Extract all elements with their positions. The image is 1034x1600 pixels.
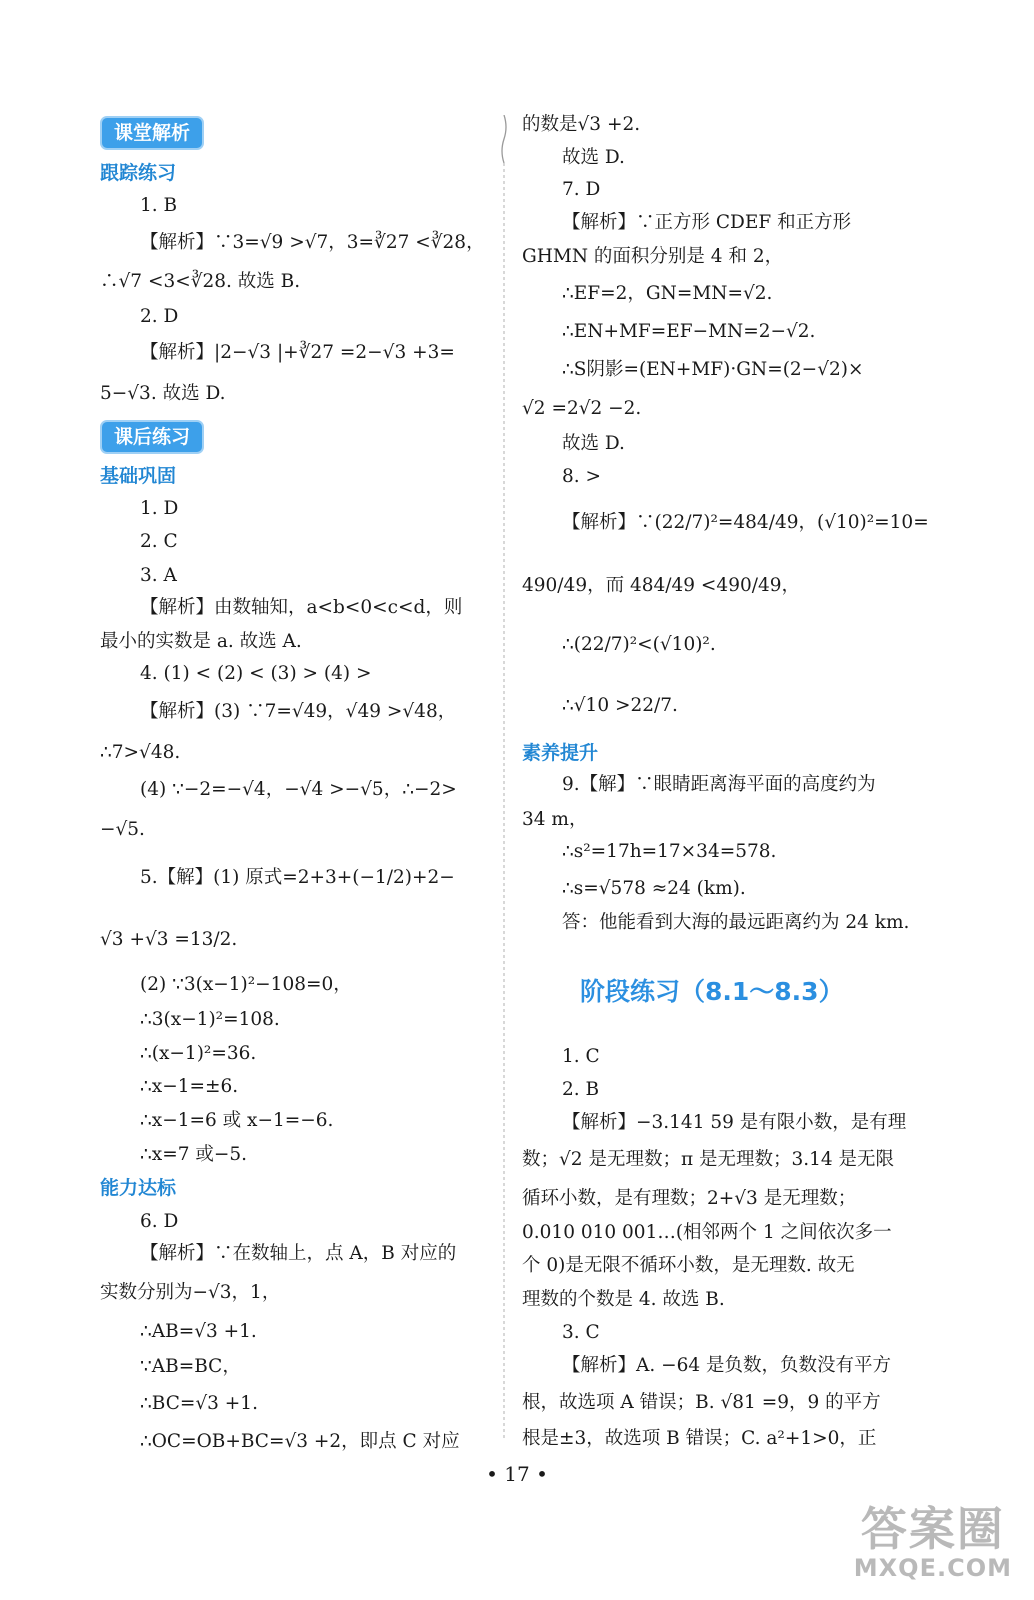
answer-line: 2. C <box>140 531 178 552</box>
answer-line: ∴7>√48. <box>100 742 181 763</box>
answer-line: 0.010 010 001…(相邻两个 1 之间依次多一 <box>522 1222 892 1243</box>
answer-line: ∴EN+MF=EF−MN=2−√2. <box>562 321 816 342</box>
subheading-ability: 能力达标 <box>100 1177 177 1199</box>
answer-line: 【解析】由数轴知，a<b<0<c<d，则 <box>140 597 463 618</box>
answer-line: (4) ∵−2=−√4，−√4 >−√5，∴−2> <box>140 779 457 800</box>
answer-line: ∴√10 >22/7. <box>562 695 678 716</box>
answer-line: ∴√7 <3<∛28. 故选 B. <box>100 271 301 292</box>
answer-line: ∴3(x−1)²=108. <box>140 1009 280 1030</box>
answer-line: 1. D <box>140 498 179 519</box>
answer-line: 1. C <box>562 1046 600 1067</box>
answer-line: ∴s²=17h=17×34=578. <box>562 841 777 862</box>
answer-line: −√5. <box>100 819 145 840</box>
answer-line: 490/49，而 484/49 <490/49， <box>522 575 801 596</box>
section-badge-classroom: 课堂解析 <box>100 116 204 150</box>
answer-line: 故选 D. <box>562 147 625 168</box>
answer-line: 5.【解】(1) 原式=2+3+(−1/2)+2− <box>140 867 455 888</box>
answer-line: 5−√3. 故选 D. <box>100 383 226 404</box>
subheading-tracking: 跟踪练习 <box>100 162 177 184</box>
answer-line: ∴S阴影=(EN+MF)·GN=(2−√2)× <box>562 359 864 380</box>
answer-line: 34 m， <box>522 809 588 830</box>
answer-line: 【解析】A. −64 是负数，负数没有平方 <box>562 1355 892 1376</box>
answer-line: ∴(22/7)²<(√10)². <box>562 634 716 655</box>
answer-line: 【解析】|2−√3 |+∛27 =2−√3 +3= <box>140 342 455 363</box>
subheading-literacy: 素养提升 <box>522 742 599 764</box>
answer-line: ∴x−1=±6. <box>140 1076 239 1097</box>
answer-line: 3. A <box>140 565 177 586</box>
column-divider <box>500 115 508 1440</box>
answer-line: √3 +√3 =13/2. <box>100 929 238 950</box>
answer-line: 9.【解】∵眼睛距离海平面的高度约为 <box>562 774 876 795</box>
answer-line: 最小的实数是 a. 故选 A. <box>100 631 302 652</box>
answer-line: 根，故选项 A 错误；B. √81 =9，9 的平方 <box>522 1392 881 1413</box>
watermark-logo-text: 答案圈 <box>860 1502 1005 1556</box>
answer-line: 2. B <box>562 1079 600 1100</box>
page-number: • 17 • <box>486 1462 548 1486</box>
answer-line: 循环小数，是有理数；2+√3 是无理数； <box>522 1188 857 1209</box>
answer-line: 答：他能看到大海的最远距离约为 24 km. <box>562 912 910 933</box>
answer-line: 【解析】∵(22/7)²=484/49，(√10)²=10= <box>562 512 929 533</box>
answer-line: 个 0)是无限不循环小数，是无理数. 故无 <box>522 1255 855 1276</box>
answer-line: 根是±3，故选项 B 错误；C. a²+1>0，正 <box>522 1428 877 1449</box>
answer-line: 7. D <box>562 179 601 200</box>
answer-line: 【解析】∵正方形 CDEF 和正方形 <box>562 212 852 233</box>
answer-line: 【解析】∵在数轴上，点 A，B 对应的 <box>140 1243 457 1264</box>
answer-line: ∴EF=2，GN=MN=√2. <box>562 283 773 304</box>
answer-line: 4. (1) < (2) < (3) > (4) > <box>140 663 372 684</box>
answer-line: 理数的个数是 4. 故选 B. <box>522 1289 725 1310</box>
watermark-url: MXQE.COM <box>853 1554 1012 1582</box>
stage-practice-title: 阶段练习（8.1～8.3） <box>580 977 844 1006</box>
answer-line: 【解析】(3) ∵7=√49，√49 >√48， <box>140 701 457 722</box>
answer-line: 6. D <box>140 1211 179 1232</box>
answer-line: GHMN 的面积分别是 4 和 2， <box>522 246 784 267</box>
answer-line: ∴x=7 或−5. <box>140 1144 248 1165</box>
answer-line: (2) ∵3(x−1)²−108=0， <box>140 974 352 995</box>
answer-line: ∵AB=BC， <box>140 1356 241 1377</box>
answer-line: 1. B <box>140 195 178 216</box>
answer-line: 8. > <box>562 466 602 487</box>
answer-line: ∴(x−1)²=36. <box>140 1043 257 1064</box>
answer-line: 实数分别为−√3，1， <box>100 1282 281 1303</box>
answer-line: 数；√2 是无理数；π 是无理数；3.14 是无限 <box>522 1149 895 1170</box>
answer-line: 3. C <box>562 1322 600 1343</box>
answer-line: 故选 D. <box>562 433 625 454</box>
answer-line: ∴OC=OB+BC=√3 +2，即点 C 对应 <box>140 1431 460 1452</box>
subheading-basic: 基础巩固 <box>100 465 177 487</box>
answer-line: ∴AB=√3 +1. <box>140 1321 257 1342</box>
answer-line: 【解析】−3.141 59 是有限小数，是有理 <box>562 1112 907 1133</box>
answer-line: ∴x−1=6 或 x−1=−6. <box>140 1110 334 1131</box>
answer-line: 的数是√3 +2. <box>522 114 641 135</box>
answer-line: 2. D <box>140 306 179 327</box>
answer-line: ∴s=√578 ≈24 (km). <box>562 878 746 899</box>
answer-line: ∴BC=√3 +1. <box>140 1393 258 1414</box>
watermark-logo <box>854 1504 1012 1582</box>
answer-line: √2 =2√2 −2. <box>522 398 642 419</box>
section-badge-after-class: 课后练习 <box>100 420 204 454</box>
answer-line: 【解析】∵3=√9 >√7，3=∛27 <∛28， <box>140 232 485 253</box>
